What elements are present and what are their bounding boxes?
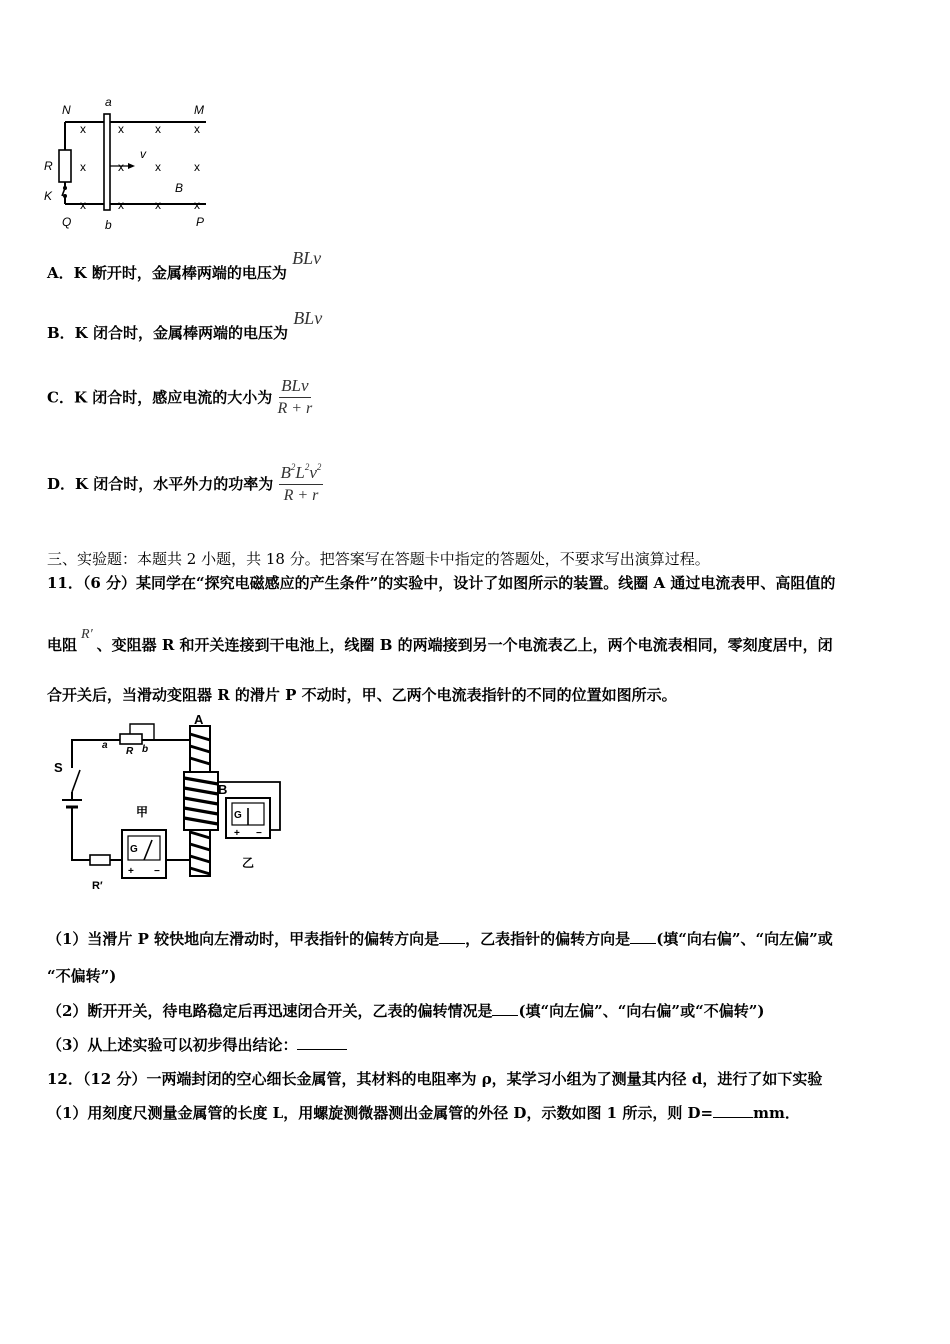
field-cross: x (194, 198, 200, 212)
switch-label: S (54, 760, 63, 775)
option-d-text: D．K 闭合时，水平外力的功率为 (47, 475, 274, 493)
field-cross: x (155, 198, 161, 212)
field-cross: x (80, 122, 86, 136)
meter-yi-label: 乙 (242, 856, 255, 870)
option-d-denominator: R + r (283, 487, 319, 504)
label-R: R (44, 159, 53, 173)
option-b (47, 308, 323, 343)
meter-jia-label: 甲 (136, 805, 149, 819)
option-c (47, 376, 312, 418)
answer-blank-sub3[interactable] (297, 1035, 347, 1050)
coil-a-label: A (194, 712, 204, 727)
option-c-fraction (277, 376, 312, 418)
r-prime-symbol: R′ (81, 627, 93, 642)
field-cross: x (118, 198, 124, 212)
label-P: P (196, 215, 205, 229)
q12-sub1: （1）用刻度尺测量金属管的长度 L，用螺旋测微器测出金属管的外径 D，示数如图 1 所示，则 D= mm． (47, 1104, 800, 1122)
label-M: M (194, 103, 204, 117)
resistor-r-prime-label: R′ (92, 880, 103, 892)
option-a (47, 248, 322, 283)
option-c-text: C．K 闭合时，感应电流的大小为 (47, 388, 273, 407)
option-c-denominator: R + r (277, 400, 313, 417)
label-N: N (62, 103, 71, 117)
field-cross: x (155, 122, 161, 136)
q11-sub1: （1）当滑片 P 较快地向左滑动时，甲表指针的偏转方向是 ，乙表指针的偏转方向是 (填“向右偏”、“向左偏”或 (47, 930, 833, 948)
q11-sub1-cont: “不偏转”) (47, 967, 117, 985)
option-b-text: B．K 闭合时，金属棒两端的电压为 (47, 324, 288, 342)
field-cross: x (194, 122, 200, 136)
option-a-text: A．K 断开时，金属棒两端的电压为 (47, 264, 287, 282)
meter-jia-minus: − (154, 866, 160, 877)
q11-sub2: （2）断开开关，待电路稳定后再迅速闭合开关，乙表的偏转情况是 (填“向左偏”、“向右偏”或“不偏转”) (47, 1002, 765, 1020)
label-b: b (105, 218, 112, 232)
label-B: B (175, 181, 184, 195)
meter-yi-minus: − (256, 828, 262, 839)
field-cross: x (118, 160, 124, 174)
option-b-expr: BLv (293, 308, 323, 328)
section-heading: 三、实验题：本题共 2 小题，共 18 分。把答案写在答题卡中指定的答题处，不要求写出演算过程。 (47, 550, 710, 568)
option-d-fraction (279, 462, 324, 505)
answer-blank-jia[interactable] (439, 929, 465, 944)
field-cross: x (118, 122, 124, 136)
label-K: K (44, 189, 53, 203)
field-cross: x (80, 160, 86, 174)
q11-line2: 电阻R′、变阻器 R 和开关连接到干电池上，线圈 B 的两端接到另一个电流表乙上，两个电流表相同，零刻度居中，闭 (47, 627, 833, 654)
q12-line1: 12．（12 分）一两端封闭的空心细长金属管，其材料的电阻率为 ρ，某学习小组为了测量其内径 d，进行了如下实验 (47, 1070, 823, 1088)
option-d-numerator: $B^2L^2v^2$ (279, 462, 324, 485)
rheostat-r-label: R (126, 746, 134, 757)
label-Q: Q (62, 215, 72, 229)
answer-blank-sub2[interactable] (492, 1001, 518, 1016)
option-a-expr: BLv (292, 248, 322, 268)
answer-blank-d[interactable] (713, 1103, 753, 1118)
option-c-numerator: BLv (279, 376, 310, 398)
coil-b-label: B (218, 782, 228, 797)
field-cross: x (155, 160, 161, 174)
q11-line3: 合开关后，当滑动变阻器 R 的滑片 P 不动时，甲、乙两个电流表指针的不同的位置如图所示。 (47, 686, 677, 704)
meter-jia-g: G (130, 844, 138, 855)
rail-circuit-diagram (40, 92, 220, 232)
label-a: a (105, 95, 112, 109)
q11-sub3: （3）从上述实验可以初步得出结论： (47, 1034, 347, 1055)
answer-blank-yi[interactable] (630, 929, 656, 944)
meter-jia-plus: + (128, 866, 134, 877)
field-cross: x (194, 160, 200, 174)
field-cross: x (80, 198, 86, 212)
rheostat-a-label: a (102, 740, 108, 751)
meter-yi-g: G (234, 810, 242, 821)
q11-line1: 11．（6 分）某同学在“探究电磁感应的产生条件”的实验中，设计了如图所示的装置。线圈 A 通过电流表甲、高阻值的 (47, 574, 836, 592)
meter-yi-plus: + (234, 828, 240, 839)
option-d (47, 462, 323, 505)
label-v: v (140, 147, 146, 161)
rheostat-b-label: b (142, 744, 149, 755)
induction-experiment-diagram (50, 712, 310, 897)
